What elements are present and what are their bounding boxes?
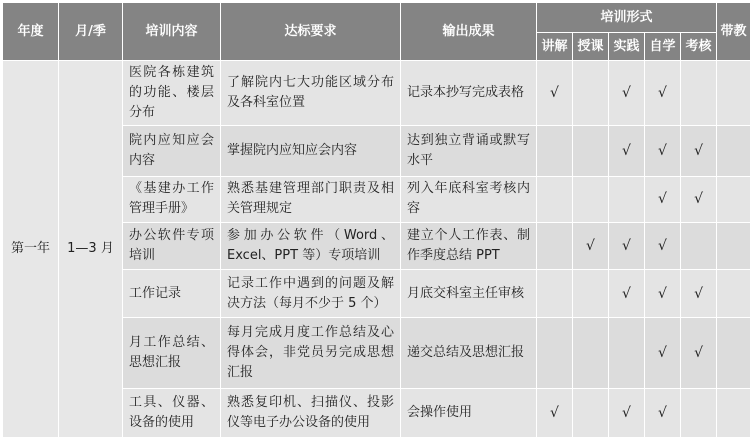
header-form-practice: 实践	[609, 33, 645, 61]
standard-cell: 记录工作中遇到的问题及解决方法（每月不少于 5 个）	[221, 269, 401, 318]
check-mark-icon: √	[550, 405, 559, 422]
check-mark-icon: √	[622, 237, 631, 254]
check-mark-icon: √	[622, 405, 631, 422]
header-standard: 达标要求	[221, 3, 401, 61]
output-cell: 建立个人工作表、制作季度总结 PPT	[401, 223, 537, 270]
form-cell	[609, 269, 645, 318]
check-mark-icon: √	[658, 191, 667, 208]
header-row	[3, 3, 751, 33]
training-plan-table	[2, 2, 751, 438]
form-cell	[645, 389, 681, 438]
form-cell	[645, 61, 681, 126]
form-cell	[573, 389, 609, 438]
form-cell	[681, 269, 717, 318]
form-cell	[645, 269, 681, 318]
form-cell	[609, 125, 645, 176]
header-form-exam: 考核	[681, 33, 717, 61]
training-content-cell: 月工作总结、思想汇报	[123, 318, 221, 389]
mentor-cell	[717, 269, 751, 318]
form-cell	[573, 269, 609, 318]
table-body	[3, 61, 751, 438]
form-cell	[537, 223, 573, 270]
header-form-lecture: 授课	[573, 33, 609, 61]
training-content-cell: 办公软件专项培训	[123, 223, 221, 270]
period-month: 1—3 月	[59, 61, 123, 438]
form-cell	[537, 125, 573, 176]
header-form-explain: 讲解	[537, 33, 573, 61]
form-cell	[645, 223, 681, 270]
form-cell	[609, 176, 645, 223]
mentor-cell	[717, 125, 751, 176]
output-cell: 会操作使用	[401, 389, 537, 438]
form-cell	[609, 389, 645, 438]
standard-cell: 每月完成月度工作总结及心得体会，非党员另完成思想汇报	[221, 318, 401, 389]
check-mark-icon: √	[694, 191, 703, 208]
output-cell: 记录本抄写完成表格	[401, 61, 537, 126]
form-cell	[645, 125, 681, 176]
standard-cell: 熟悉复印机、扫描仪、投影仪等电子办公设备的使用	[221, 389, 401, 438]
training-content-cell: 院内应知应会内容	[123, 125, 221, 176]
table-row	[3, 61, 751, 126]
form-cell	[609, 223, 645, 270]
check-mark-icon: √	[694, 142, 703, 159]
check-mark-icon: √	[658, 142, 667, 159]
check-mark-icon: √	[658, 345, 667, 362]
form-cell	[573, 125, 609, 176]
check-mark-icon: √	[658, 405, 667, 422]
output-cell: 列入年底科室考核内容	[401, 176, 537, 223]
form-cell	[681, 223, 717, 270]
output-cell: 月底交科室主任审核	[401, 269, 537, 318]
header-month: 月/季	[59, 3, 123, 61]
check-mark-icon: √	[658, 285, 667, 302]
output-cell: 递交总结及思想汇报	[401, 318, 537, 389]
check-mark-icon: √	[658, 237, 667, 254]
check-mark-icon: √	[694, 285, 703, 302]
form-cell	[681, 176, 717, 223]
mentor-cell	[717, 318, 751, 389]
form-cell	[537, 318, 573, 389]
form-cell	[609, 318, 645, 389]
form-cell	[537, 269, 573, 318]
training-content-cell: 工作记录	[123, 269, 221, 318]
training-content-cell: 医院各栋建筑的功能、楼层分布	[123, 61, 221, 126]
check-mark-icon: √	[550, 84, 559, 101]
check-mark-icon: √	[622, 285, 631, 302]
form-cell	[681, 125, 717, 176]
header-output: 输出成果	[401, 3, 537, 61]
form-cell	[645, 318, 681, 389]
form-cell	[681, 389, 717, 438]
form-cell	[573, 318, 609, 389]
check-mark-icon: √	[658, 84, 667, 101]
standard-cell: 熟悉基建管理部门职责及相关管理规定	[221, 176, 401, 223]
header-form-selfstudy: 自学	[645, 33, 681, 61]
form-cell	[609, 61, 645, 126]
check-mark-icon: √	[622, 142, 631, 159]
form-cell	[645, 176, 681, 223]
mentor-cell	[717, 223, 751, 270]
mentor-cell	[717, 176, 751, 223]
form-cell	[573, 223, 609, 270]
standard-cell: 参加办公软件（Word、Excel、PPT 等）专项培训	[221, 223, 401, 270]
check-mark-icon: √	[622, 84, 631, 101]
training-content-cell: 工具、仪器、设备的使用	[123, 389, 221, 438]
form-cell	[573, 61, 609, 126]
check-mark-icon: √	[694, 345, 703, 362]
header-content: 培训内容	[123, 3, 221, 61]
header-mentor: 带教	[717, 3, 751, 61]
mentor-cell	[717, 389, 751, 438]
output-cell: 达到独立背诵或默写水平	[401, 125, 537, 176]
mentor-cell	[717, 61, 751, 126]
period-year: 第一年	[3, 61, 59, 438]
form-cell	[537, 389, 573, 438]
header-year: 年度	[3, 3, 59, 61]
check-mark-icon: √	[586, 237, 595, 254]
form-cell	[573, 176, 609, 223]
form-cell	[537, 176, 573, 223]
form-cell	[681, 61, 717, 126]
form-cell	[681, 318, 717, 389]
header-forms: 培训形式	[537, 3, 717, 33]
standard-cell: 了解院内七大功能区域分布及各科室位置	[221, 61, 401, 126]
training-content-cell: 《基建办工作管理手册》	[123, 176, 221, 223]
standard-cell: 掌握院内应知应会内容	[221, 125, 401, 176]
form-cell	[537, 61, 573, 126]
